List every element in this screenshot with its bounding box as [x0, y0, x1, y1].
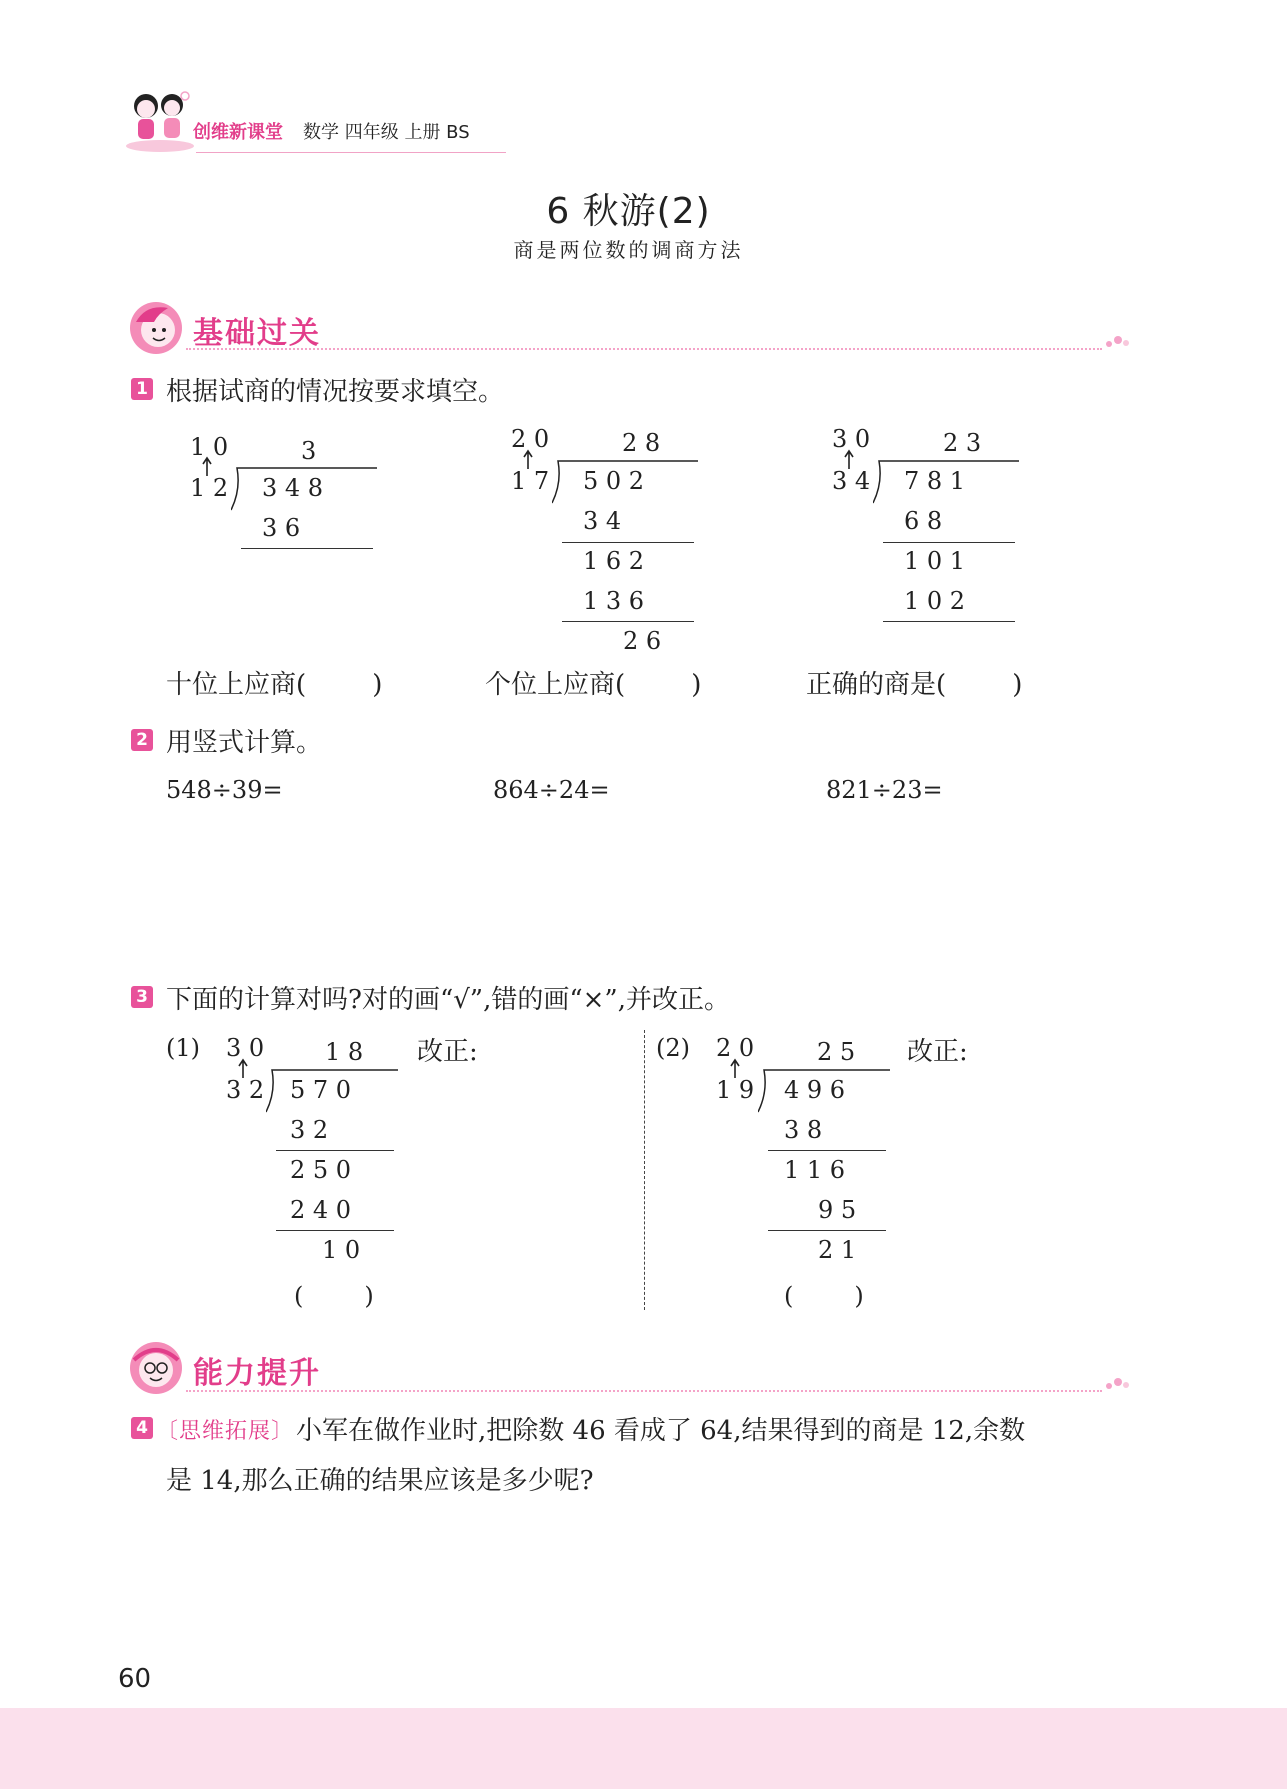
section-divider: [186, 1390, 1102, 1392]
judge-blank[interactable]: ( ): [294, 1282, 374, 1310]
expression: 864÷24=: [493, 776, 610, 804]
trial-quotient: 3 0: [226, 1034, 265, 1062]
division-step: 3 4: [583, 507, 622, 535]
divisor: 1 7: [511, 467, 550, 495]
division-step: 2 4 0: [290, 1196, 352, 1224]
dividend: 7 8 1: [904, 467, 966, 495]
expression: 821÷23=: [826, 776, 943, 804]
header-kids-illustration-icon: [124, 88, 196, 154]
question-tag: 〔思维拓展〕: [156, 1419, 295, 1444]
section-divider: [186, 348, 1102, 350]
divisor: 3 2: [226, 1076, 265, 1104]
quotient: 1 8: [325, 1038, 364, 1066]
brand-name: 创维新课堂: [193, 122, 283, 143]
step-rule: [241, 548, 373, 549]
dividend: 5 7 0: [290, 1076, 352, 1104]
step-rule: [883, 542, 1015, 543]
decor-dots-icon: [1104, 1376, 1130, 1390]
question-number-badge: 2: [131, 729, 153, 751]
question-text: 下面的计算对吗?对的画“√”,错的画“×”,并改正。: [166, 985, 730, 1015]
judge-blank[interactable]: ( ): [784, 1282, 864, 1310]
divisor: 1 2: [190, 474, 229, 502]
lesson-subtitle: 商是两位数的调商方法: [513, 238, 744, 262]
fix-label: 改正:: [907, 1037, 968, 1067]
division-step: 2 5 0: [290, 1156, 352, 1184]
step-rule: [276, 1150, 394, 1151]
trial-quotient: 2 0: [716, 1034, 755, 1062]
decor-dots-icon: [1104, 334, 1130, 348]
question-text: 小军在做作业时,把除数 46 看成了 64,结果得到的商是 12,余数: [296, 1416, 1026, 1446]
step-rule: [562, 621, 694, 622]
up-arrow-icon: [522, 449, 534, 469]
lesson-title: 6 秋游(2): [546, 191, 711, 232]
divisor: 1 9: [716, 1076, 755, 1104]
up-arrow-icon: [843, 449, 855, 469]
dividend: 5 0 2: [583, 467, 645, 495]
division-step: 9 5: [818, 1196, 857, 1224]
quotient: 3: [301, 437, 317, 465]
answer-blank-ones[interactable]: 个位上应商( ): [485, 670, 702, 700]
page-number: 60: [118, 1664, 152, 1694]
question-number-badge: 3: [131, 986, 153, 1008]
trial-quotient: 1 0: [190, 433, 229, 461]
division-step: 2 6: [623, 627, 662, 655]
answer-blank-tens[interactable]: 十位上应商( ): [166, 670, 383, 700]
section-title-basic: 基础过关: [193, 316, 321, 351]
step-rule: [883, 621, 1015, 622]
step-rule: [562, 542, 694, 543]
division-step: 3 2: [290, 1116, 329, 1144]
question-number-badge: 4: [131, 1417, 153, 1439]
quotient: 2 8: [622, 429, 661, 457]
question-text: 用竖式计算。: [166, 728, 323, 758]
divisor: 3 4: [832, 467, 871, 495]
division-step: 3 6: [262, 514, 301, 542]
section-mascot-icon: [128, 1340, 184, 1396]
dividend: 4 9 6: [784, 1076, 846, 1104]
step-rule: [768, 1150, 886, 1151]
expression: 548÷39=: [166, 776, 283, 804]
division-step: 1 1 6: [784, 1156, 846, 1184]
division-step: 1 6 2: [583, 547, 645, 575]
trial-quotient: 2 0: [511, 425, 550, 453]
division-step: 1 0 1: [904, 547, 966, 575]
question-text-continued: 是 14,那么正确的结果应该是多少呢?: [166, 1466, 594, 1496]
answer-blank-quotient[interactable]: 正确的商是( ): [806, 670, 1023, 700]
trial-quotient: 3 0: [832, 425, 871, 453]
quotient: 2 3: [943, 429, 982, 457]
step-rule: [276, 1230, 394, 1231]
column-divider: [644, 1030, 645, 1310]
fix-label: 改正:: [417, 1037, 478, 1067]
subquestion-label: (1): [166, 1034, 200, 1062]
section-title-advanced: 能力提升: [193, 1356, 321, 1391]
up-arrow-icon: [237, 1058, 249, 1078]
footer-band: [0, 1708, 1287, 1789]
subject-info: 数学 四年级 上册 BS: [303, 122, 470, 143]
division-step: 3 8: [784, 1116, 823, 1144]
up-arrow-icon: [729, 1058, 741, 1078]
division-step: 2 1: [818, 1236, 857, 1264]
subquestion-label: (2): [656, 1034, 690, 1062]
quotient: 2 5: [817, 1038, 856, 1066]
dividend: 3 4 8: [262, 474, 324, 502]
section-mascot-icon: [128, 300, 184, 356]
question-text: 根据试商的情况按要求填空。: [166, 377, 505, 407]
header-rule: [196, 152, 506, 153]
question-number-badge: 1: [131, 378, 153, 400]
division-step: 1 0 2: [904, 587, 966, 615]
up-arrow-icon: [201, 456, 213, 476]
division-step: 1 0: [322, 1236, 361, 1264]
step-rule: [768, 1230, 886, 1231]
division-step: 1 3 6: [583, 587, 645, 615]
division-step: 6 8: [904, 507, 943, 535]
